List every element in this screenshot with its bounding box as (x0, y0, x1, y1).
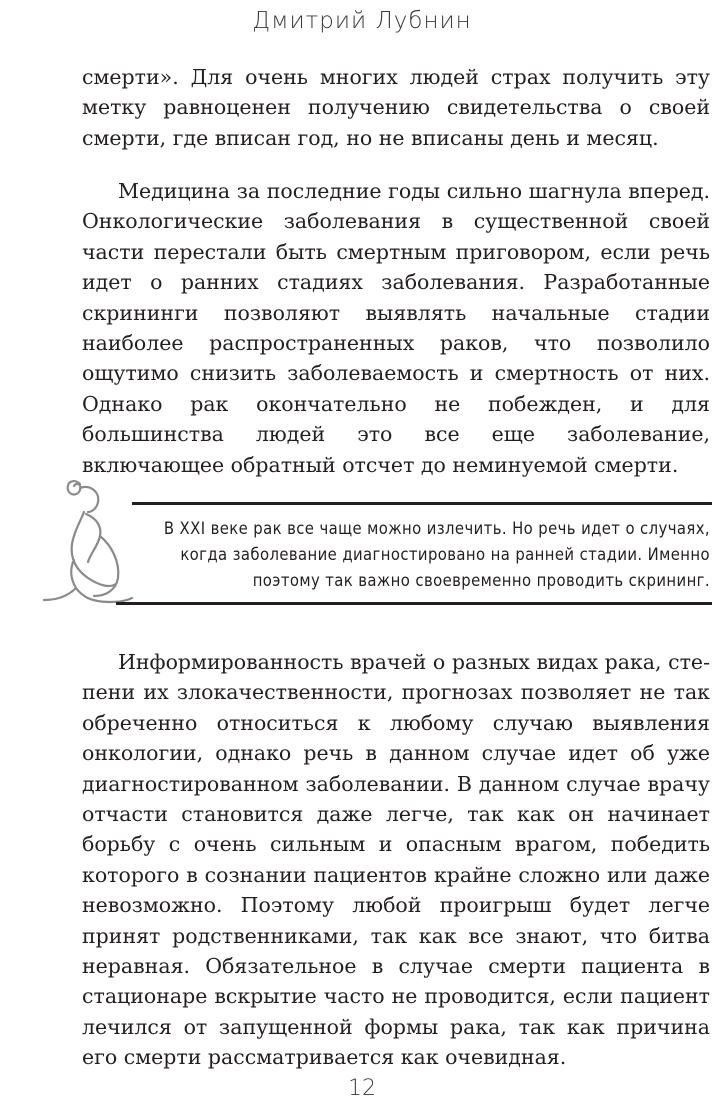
paragraph-1: смерти». Для очень многих людей страх получить эту метку равноценен получению свидетельства о своей смерти, где вписан год, но не вписаны день и месяц. (82, 65, 710, 150)
callout-bottom-rule (116, 602, 712, 605)
callout-box (40, 474, 716, 610)
callout-text (136, 516, 710, 594)
callout-top-rule (132, 502, 712, 505)
callout-line-2: когда заболевание диагностировано на ранней стадии. Именно (180, 545, 710, 564)
paragraph-2: Медицина за последние годы сильно шагнула вперед. Онкологические заболевания в существенной своей части перестали быть смертным приговором, если речь идет о ранних стадиях заболевания. Разработанные скрининги позволяют выявлять начальные стадии наиболее распространенных раков, что позволило ощутимо снизить заболеваемость и смертность от них. Однако рак окончательно не побежден, и для большинства людей это все еще заболевание, включающее обратный отсчет до неминуемой смерти. (82, 179, 710, 477)
page-number: 12 (348, 1076, 376, 1101)
callout-line-1: В XXI веке рак все чаще можно излечить. Но речь идет о случаях, (163, 519, 710, 538)
line-art-woman-figure-icon (40, 474, 136, 610)
callout-line-3: поэтому так важно своевременно проводить скрининг. (252, 571, 710, 590)
paragraph-3: Информированность врачей о разных видах рака, степени их злокачественности, прогнозах позволяет не так обреченно относиться к любому случаю выявления онкологии, однако речь в данном случае идет об уже диагностированном заболевании. В данном случае врачу отчасти становится даже легче, так как он начинает борьбу с очень сильным и опасным врагом, победить которого в сознании пациентов крайне сложно или даже невозможно. Поэтому любой проигрыш будет легче принят родственниками, так как все знают, что битва неравная. Обязательное в случае смерти пациента в стационаре вскрытие часто не проводится, если пациент лечился от запущенной формы рака, так как причина его смерти рассматривается как очевидная. (82, 650, 710, 1070)
running-title: Дмитрий Лубнин (252, 8, 472, 34)
